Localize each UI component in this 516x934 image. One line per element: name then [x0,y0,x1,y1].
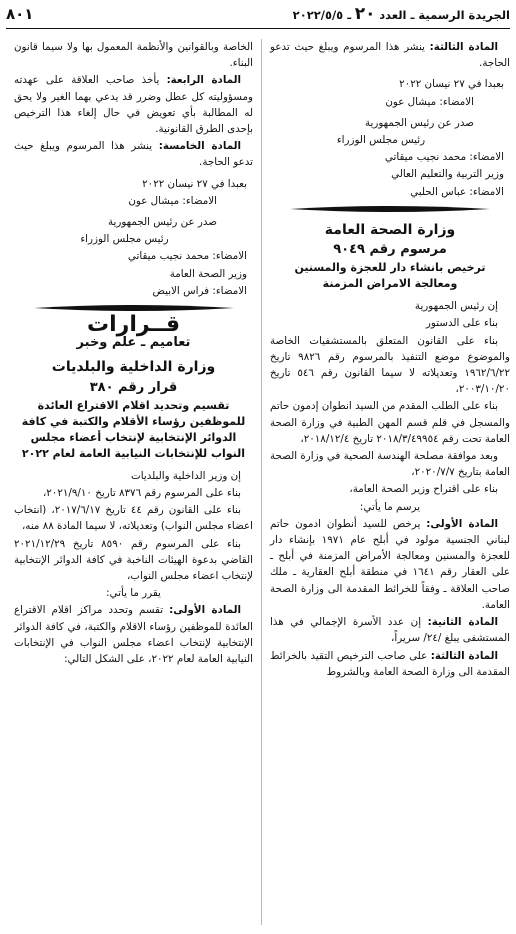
president-intro: إن رئيس الجمهورية [414,300,498,313]
columns [6,39,510,925]
article-text: تقسم وتحدد مراكز اقلام الاقتراع العائدة للموظفين رؤساء الاقلام والكتبة، في كافة الدوائر الإنتخابية لإنتخاب اعضاء مجلس النواب في الإنتخابات النيابية العامة لعام ٢٠٢٢، على الشكل التالي: [14,604,253,666]
article-label: المادة الثانية: [427,616,499,629]
left-column [14,39,262,925]
minister-title: وزير الصحة العامة [169,267,247,280]
article-text: ينشر هذا المرسوم ويبلغ حيث تدعو الحاجة. [14,140,253,169]
decree-subject-line: ترخيص بانشاء دار للعجزة والمسنين [294,261,486,275]
article-3b-paragraph [270,648,510,680]
issued-by: صدر عن رئيس الجمهورية [107,216,217,229]
article-label: المادة الثالثة: [429,41,499,53]
article-1-paragraph [270,516,510,613]
pm-title: رئيس مجلس الوزراء [80,233,169,246]
decision-subject: تقسيم وتحديد اقلام الاقتراع العائدة للموظفين رؤساء الأقلام والكتبة في كافة الدوائر الإنتخابية لإنتخاب أعضاء مجلس النواب للإنتخابات النيابية العامة لعام ٢٠٢٢ [21,398,246,460]
article-1-paragraph [14,602,253,667]
whereas-paragraph: وبعد موافقة مصلحة الهندسة الصحية في وزارة الصحة العامة بتاريخ ٢٠٢٠/٧/٧، [270,450,510,479]
decrees-line: يرسم ما يأتي: [359,500,421,513]
section-subtitle: تعاميم ـ علم وخبر [76,335,191,351]
article-text: إن عدد الأسرة الإجمالي في هذا المستشفى يبلغ /٢٤/ سريراً، [270,616,510,645]
pm-signature: الامضاء: محمد نجيب ميقاتي [384,151,504,164]
gazette-title: الجريدة الرسمية ـ العدد [379,8,510,22]
decides-line: يقرر ما يأتي: [106,587,161,600]
whereas-paragraph: بناء على المرسوم رقم ٨٥٩٠ تاريخ ٢٠٢١/١٢/٢٩ القاضي بدعوة الهيئات الناخبة في كافة الدوائر الإنتخابية لإنتخاب اعضاء مجلس النواب، [14,537,253,583]
decision-number: قرار رقم ٣٨٠ [89,379,178,395]
minister-intro: إن وزير الداخلية والبلديات [131,469,241,482]
page-number: ٨٠١ [6,5,34,23]
article-5-paragraph [14,138,253,170]
whereas-paragraph: بناء على الطلب المقدم من السيد انطوان إدمون حاتم والمسجل في قلم قسم المهن الطبية في وزارة الصحة العامة تحت رقم ٢٠١٨/٣/٤٩٩٥٤ تاريخ ٢٠١٨/١٢/٤، [270,400,510,445]
president-signature: الامضاء: ميشال عون [128,194,217,207]
issue-date: ـ ٢٠٢٢/٥/٥ [292,8,352,22]
article-text: يرخص للسيد أنطوان ادمون حاتم لبناني الجنسية مولود في أبلح عام ١٩٧١ بإنشاء دار للعجزة والمسنين ومعالجة الأمراض المزمنة في أبلح ـ على العقار رقم ١٦٤١ في منطقة أبلح العقارية ـ ملك صاحب العلاقة ـ وفقاً للخرائط المقدمة الى وزارة الصحة العامة. [270,517,510,611]
minister-title: وزير التربية والتعليم العالي [391,168,504,181]
date-line: بعبدا في ٢٧ نيسان ٢٠٢٢ [399,78,504,91]
article-label: المادة الأولى: [169,604,241,617]
pm-title: رئيس مجلس الوزراء [336,134,426,147]
continued-text: الخاصة وبالقوانين والأنظمة المعمول بها ولا سيما قانون البناء. [14,41,253,70]
section-divider [290,204,490,214]
ministry-heading: وزارة الداخلية والبلديات [51,359,216,376]
article-label: المادة الأولى: [426,517,498,530]
article-text: على صاحب الترخيص التقيد بالخرائط المقدمة الى وزارة الصحة العامة وبالشروط [270,649,510,678]
article-2-paragraph [270,614,510,646]
ministry-heading: وزارة الصحة العامة [324,221,456,238]
issue-number: ٢٠ [354,4,376,24]
president-signature: الامضاء: ميشال عون [385,95,474,108]
minister-signature: الامضاء: فراس الابيض [152,284,247,297]
pm-signature: الامضاء: محمد نجيب ميقاتي [127,250,247,263]
article-text: ينشر هذا المرسوم ويبلغ حيث تدعو الحاجة. [270,41,510,70]
header-title-group [293,4,510,24]
article-label: المادة الثالثة: [430,649,498,662]
article-label: المادة الرابعة: [166,74,241,87]
decree-number: مرسوم رقم ٩٠٤٩ [333,242,447,258]
decree-subject [270,260,510,292]
whereas-paragraph: بناء على القانون رقم ٤٤ تاريخ ٢٠١٧/٦/١٧، (انتخاب اعضاء مجلس النواب) وتعديلاته، لا سيما المادة ٨٨ منه، [14,504,253,533]
whereas-paragraph: بناء على المرسوم رقم ٨٣٧٦ تاريخ ٢٠٢١/٩/١٠، [42,487,241,500]
minister-signature: الامضاء: عباس الحلبي [410,185,504,198]
article-text: يأخذ صاحب العلاقة على عهدته ومسؤوليته كل عطل وضرر قد يدعي بهما الغير ولا يحق له المطالبة بأي تعويض في حال إلغاء هذا الترخيص بإحدى الطرق القانونية. [14,74,253,136]
constitution-line: بناء على الدستور [425,317,498,330]
article-3-paragraph [270,39,510,71]
whereas-paragraph: بناء على القانون المتعلق بالمستشفيات الخاصة والموضوع موضع التنفيذ بالمرسوم رقم ٩٨٢٦ تاريخ ١٩٦٢/٦/٢٢ وتعديلاته لا سيما القانون رقم ٥٤٦ تاريخ ٢٠٠٣/١٠/٢٠، [270,334,510,396]
date-line: بعبدا في ٢٧ نيسان ٢٠٢٢ [142,177,247,190]
article-4-paragraph [14,72,253,137]
right-column [262,39,510,925]
decree-subject-line: ومعالجة الامراض المزمنة [322,277,458,291]
section-title: قــرارات [87,312,180,338]
whereas-paragraph: بناء على اقتراح وزير الصحة العامة، [349,483,498,496]
article-label: المادة الخامسة: [158,140,241,153]
issued-by: صدر عن رئيس الجمهورية [364,116,474,129]
page-header [6,0,510,29]
